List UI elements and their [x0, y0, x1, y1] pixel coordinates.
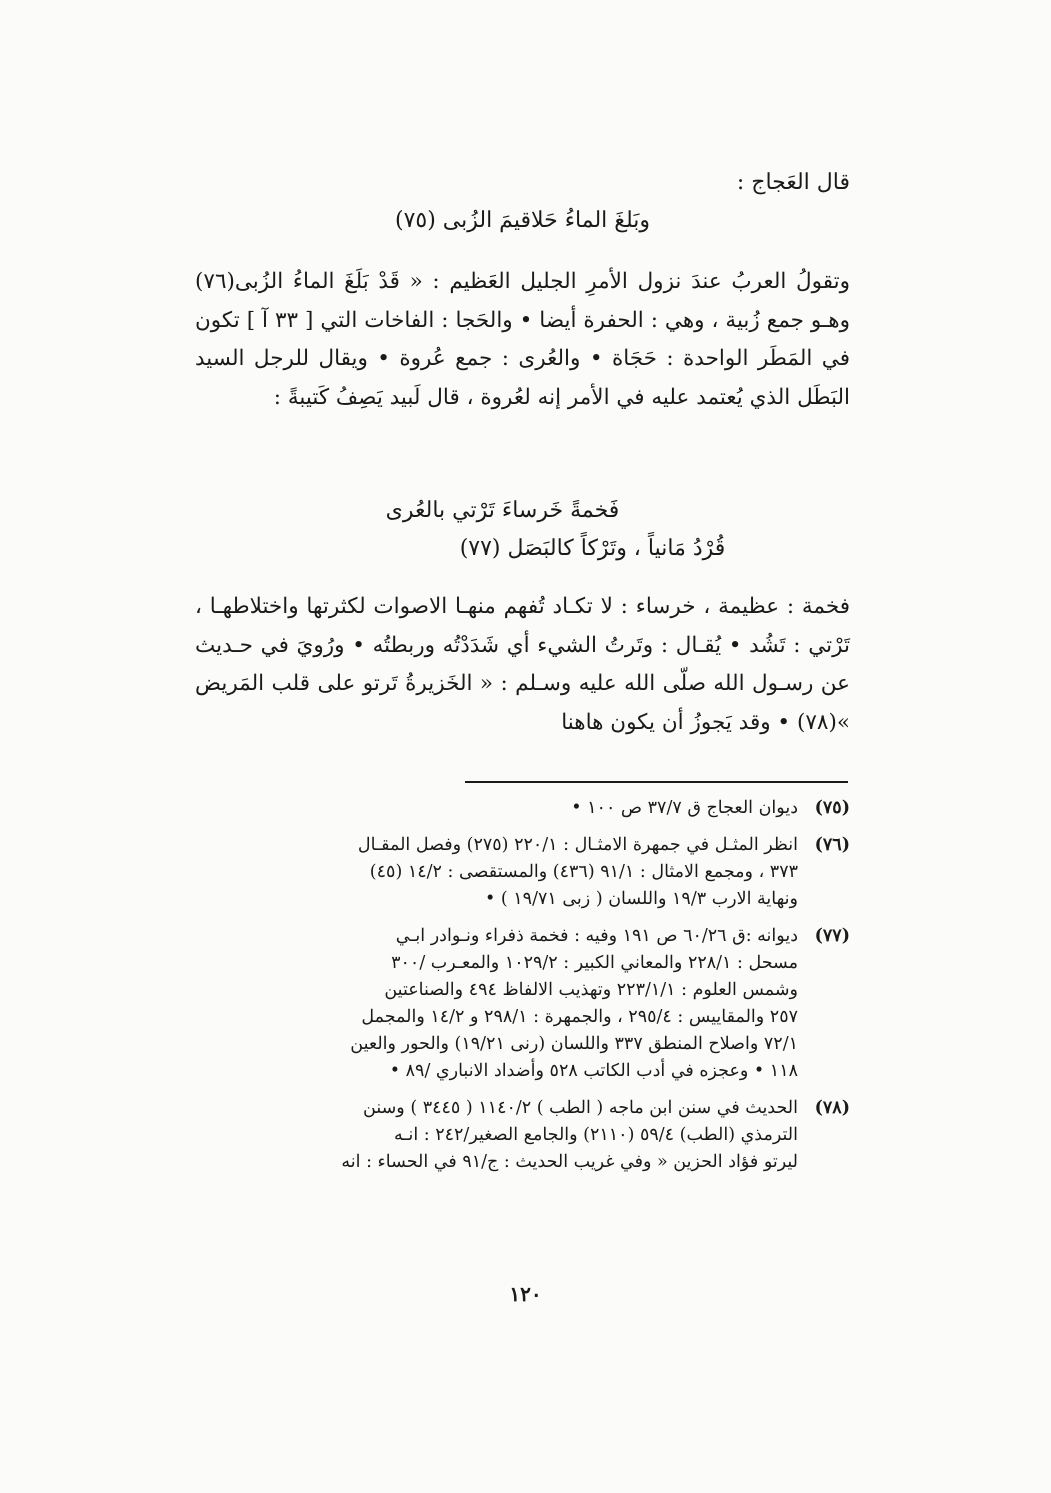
page-number: ١٢٠ [509, 1282, 542, 1306]
footnote-line: الحديث في سنن ابن ماجه ( الطب ) ١١٤٠/٢ ( ٣٤٤٥ ) وسنن [363, 1098, 798, 1118]
footnote-line: ٧٢/١ واصلاح المنطق ٣٣٧ واللسان (رنى ١٩/٢١) والحور والعين [350, 1034, 798, 1054]
footnote-text [195, 832, 798, 913]
footnote-line: ونهاية الارب ١٩/٣ واللسان ( زبى ١٩/٧١ ) • [485, 889, 798, 909]
footnote-75 [195, 795, 850, 822]
paragraph-2: فخمة : عظيمة ، خرساء : لا تكـاد تُفهم منهـا الاصوات لكثرتها واختلاطهـا ، تَرْتي : تَشُد • يُقـال : وتَرتُ الشيء أي شَدَدْتُه وربطتُه • ورُويَ في حـديث عن رسـول الله صلّى الله عليه وسـلم : « الخَزيرةُ تَرتو على قلب المَريض »(٧٨) • وقد يَجوزُ أن يكون هاهنا [195, 594, 850, 735]
footnote-line: ديوان العجاج ق ٣٧/٧ ص ١٠٠ • [571, 798, 798, 818]
footnote-line: ١١٨ • وعجزه في أدب الكاتب ٥٢٨ وأضداد الانباري /٨٩ • [389, 1061, 798, 1081]
poem-verse [195, 492, 850, 568]
footnote-text [195, 1095, 798, 1176]
footnote-line: الترمذي (الطب) ٥٩/٤ (٢١١٠) والجامع الصغير/٢٤٢ : انـه [393, 1125, 798, 1145]
footnote-number: (٧٧) [814, 926, 850, 946]
footnote-line: ٢٥٧ والمقاييس : ٢٩٥/٤ ، والجمهرة : ٢٩٨/١ و ١٤/٢ والمجمل [361, 1007, 798, 1027]
footnote-text [195, 795, 798, 822]
verse-line: وبَلغَ الماءُ حَلاقيمَ الزُبى (٧٥) [394, 208, 651, 233]
paragraph-1: وتقولُ العربُ عندَ نزول الأمرِ الجليل العَظيم : « قَدْ بَلَغَ الماءُ الزُبى(٧٦) وهـو جمع زُبية ، وهي : الحفرة أيضا • والحَجا : الفاخات التي [ ٣٣ آ ] تكون في المَطَر الواحدة : حَجَاة • والعُرى : جمع عُروة • ويقال للرجل السيد البَطَل الذي يُعتمد عليه في الأمر إنه لعُروة ، قال لَبيد يَصِفُ كَتيبةً : [195, 269, 850, 410]
footnote-78 [195, 1095, 850, 1176]
footnote-number: (٧٥) [814, 798, 850, 818]
poem-hemistich-1: فَخمةً خَرساءَ تَرْتي بالعُرى [385, 498, 620, 523]
footnote-line: مسحل : ٢٢٨/١ والمعاني الكبير : ١٠٢٩/٢ والمعـرب /٣٠٠ [391, 953, 798, 973]
footnote-line: انظر المثـل في جمهرة الامثـال : ٢٢٠/١ (٢٧٥) وفصل المقـال [357, 835, 798, 855]
footnote-line: ديوانه :ق ٦٠/٢٦ ص ١٩١ وفيه : فخمة ذفراء ونـوادر ابـي [395, 926, 798, 946]
poem-hemistich-2: قُرْدُ مَانياً ، وتَرْكاً كالبَصَل (٧٧) [459, 536, 726, 561]
footnote-76 [195, 832, 850, 913]
footnote-divider [465, 781, 848, 783]
footnote-77 [195, 923, 850, 1085]
footnotes [195, 795, 850, 1186]
footnote-line: ليرتو فؤاد الحزين « وفي غريب الحديث : ج/٩١ في الحساء : انه [341, 1152, 798, 1172]
footnote-number: (٧٨) [814, 1098, 850, 1118]
footnote-text [195, 923, 798, 1085]
footnote-line: ٣٧٣ ، ومجمع الامثال : ٩١/١ (٤٣٦) والمستقصى : ١٤/٢ (٤٥) [369, 862, 798, 882]
footnote-line: وشمس العلوم : ٢٢٣/١/١ وتهذيب الالفاظ ٤٩٤ والصناعتين [384, 980, 798, 1000]
intro-line: قال العَجاج : [736, 170, 850, 195]
footnote-number: (٧٦) [814, 835, 850, 855]
